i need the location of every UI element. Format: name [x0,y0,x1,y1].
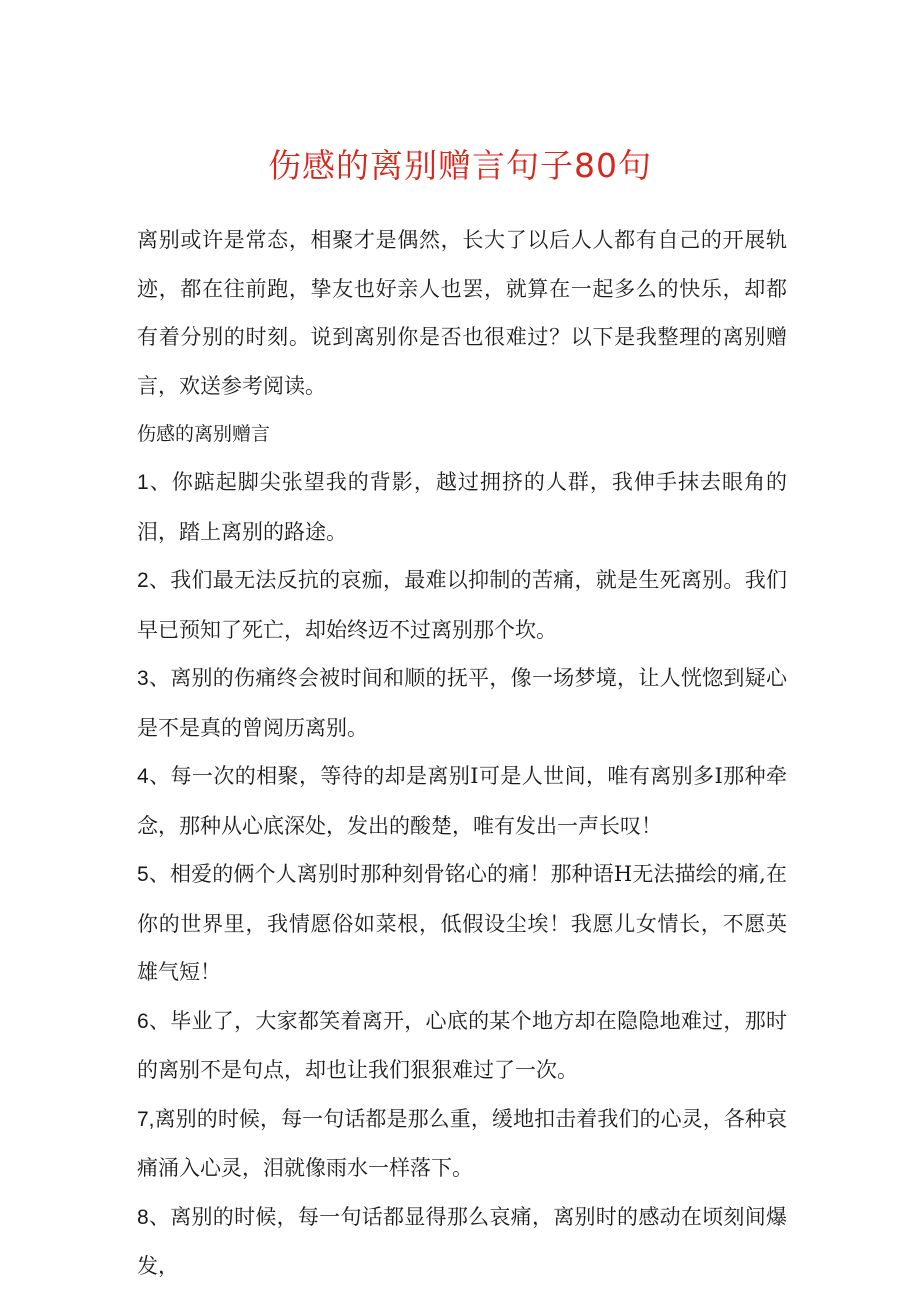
item-number: 6、 [137,1009,171,1033]
section-heading: 伤感的离别赠言 [137,423,271,445]
page-title: 伤感的离别赠言句子80句 [268,146,652,185]
list-item [137,850,787,997]
item-text: 毕业了，大家都笑着离开，心底的某个地方却在隐隐地难过，那时的离别不是句点，却也让我们狠狠难过了一次。 [137,1008,787,1082]
list-item [137,556,787,654]
item-number: 2、 [137,569,171,592]
item-text: 相爱的俩个人离别时那种刻骨铭心的痛！那种语H无法描绘的痛,在你的世界里，我情愿俗如菜根，低假设尘埃！我愿儿女情长，不愿英雄气短！ [137,862,787,984]
item-text: 离别的伤痛终会被时间和顺的抚平，像一场梦境，让人恍惚到疑心是不是真的曾阅历离别。 [137,666,787,740]
item-number: 5、 [137,863,170,886]
list-item [137,1193,787,1291]
document-body [137,216,787,1291]
list-item [137,1095,787,1193]
item-text: 我们最无法反抗的哀痂，最难以抑制的苦痛，就是生死离别。我们早已预知了死亡，却始终迈不过离别那个坎。 [137,568,787,642]
item-number: 1、 [137,471,172,494]
item-text: 离别的时候，每一句话都显得那么哀痛，离别时的感动在顷刻间爆发， [137,1204,787,1278]
item-number: 3、 [137,667,171,690]
intro-paragraph: 离别或许是常态，相聚才是偶然，长大了以后人人都有自己的开展轨迹，都在往前跑，挚友也好亲人也罢，就算在一起多么的快乐，却都有着分别的时刻。说到离别你是否也很难过？以下是我整理的离别赠言，欢送参考阅读。 [137,228,787,398]
item-number: 8、 [137,1205,171,1229]
item-text: 你踮起脚尖张望我的背影，越过拥挤的人群，我伸手抹去眼角的泪，踏上离别的路途。 [137,470,787,544]
item-number: 7, [137,1107,155,1131]
item-number: 4、 [137,765,171,788]
list-item [137,997,787,1095]
list-item [137,458,787,556]
item-text: 每一次的相聚，等待的却是离别I可是人世间，唯有离别多I那种牵念，那种从心底深处，发出的酸楚，唯有发出一声长叹！ [137,764,787,838]
list-item [137,654,787,752]
item-text: 离别的时候，每一句话都是那么重，缓地扣击着我们的心灵，各种哀痛涌入心灵，泪就像雨水一样落下。 [137,1106,787,1180]
list-item [137,752,787,850]
